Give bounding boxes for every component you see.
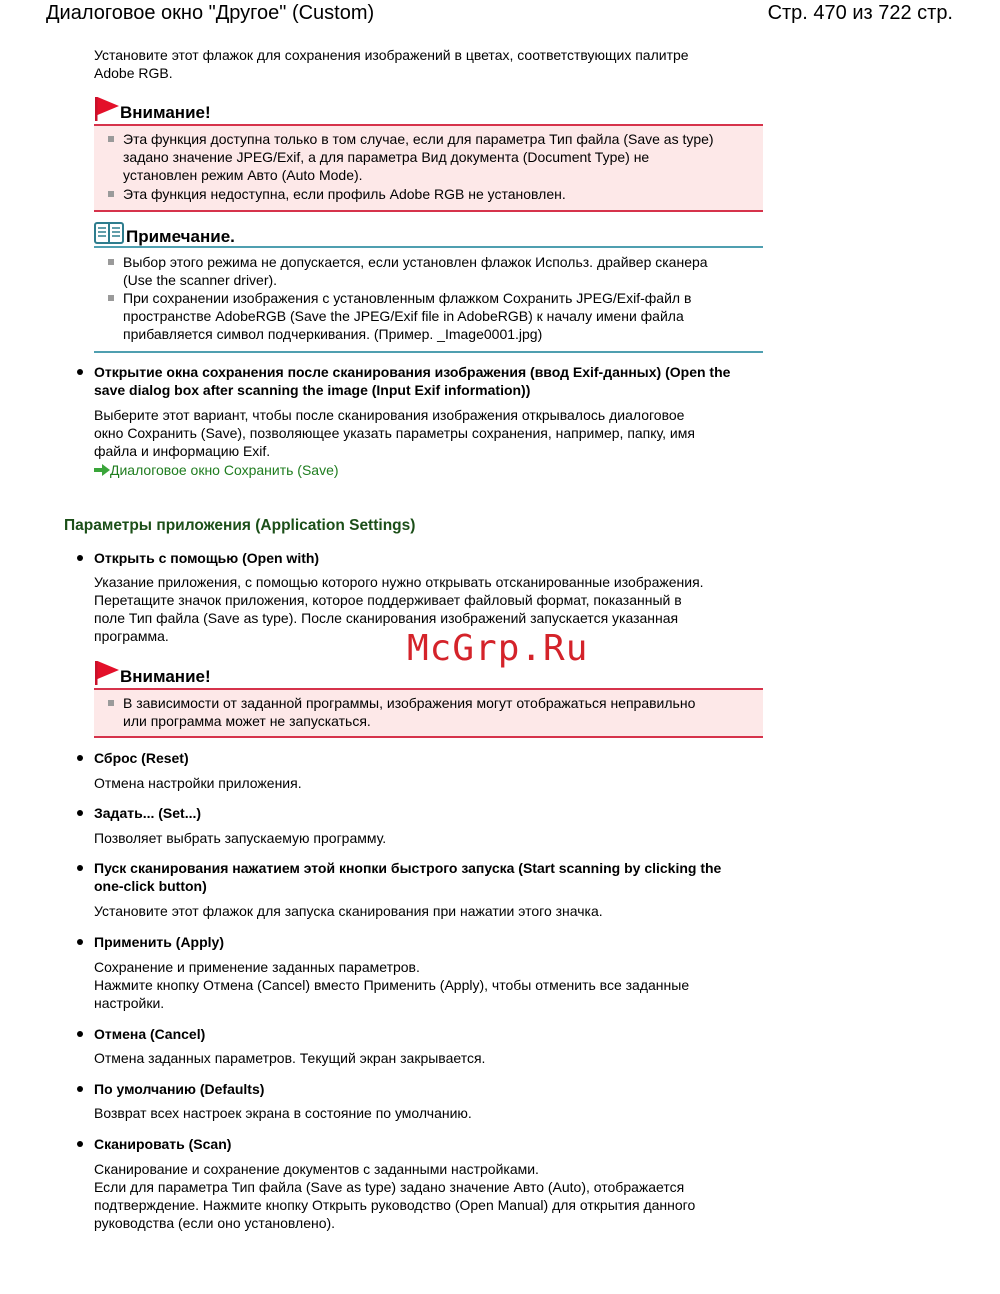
option-desc: Указание приложения, с помощью которого нужно открывать отсканированные изображения. (94, 574, 704, 590)
warning-item: задано значение JPEG/Exif, а для параметра Вид документа (Document Type) не (123, 149, 650, 165)
list-square-icon (108, 295, 114, 301)
warning-item: Эта функция доступна только в том случае, если для параметра Тип файла (Save as type) (123, 131, 714, 147)
option-desc: настройки. (94, 995, 165, 1011)
option-desc: руководства (если оно установлено). (94, 1215, 336, 1231)
bullet-icon (77, 369, 83, 375)
note-item: (Use the scanner driver). (123, 272, 278, 288)
option-desc: Если для параметра Тип файла (Save as type) задано значение Авто (Auto), отображается (94, 1179, 685, 1195)
warning-flag-icon (94, 660, 120, 686)
link-arrow-icon (94, 464, 110, 476)
page-header-title: Диалоговое окно "Другое" (Custom) (46, 2, 375, 24)
option-title: Сброс (Reset) (94, 750, 189, 766)
list-square-icon (108, 259, 114, 265)
note-item: пространстве AdobeRGB (Save the JPEG/Exif file in AdobeRGB) к началу имени файла (123, 308, 684, 324)
option-desc: Отмена заданных параметров. Текущий экран закрывается. (94, 1050, 486, 1066)
save-dialog-link[interactable]: Диалоговое окно Сохранить (Save) (110, 462, 339, 478)
bullet-icon (77, 1031, 83, 1037)
warning-flag-icon (94, 96, 120, 122)
note-title: Примечание. (126, 227, 235, 246)
option-title: save dialog box after scanning the image (Input Exif information)) (94, 382, 531, 398)
bullet-icon (77, 555, 83, 561)
intro-line-2: Adobe RGB. (94, 65, 173, 81)
list-square-icon (108, 191, 114, 197)
watermark: McGrp.Ru (407, 628, 589, 669)
section-title: Параметры приложения (Application Settings) (64, 517, 416, 534)
note-item: При сохранении изображения с установленным флажком Сохранить JPEG/Exif-файл в (123, 290, 692, 306)
bullet-icon (77, 1086, 83, 1092)
warning-item: В зависимости от заданной программы, изображения могут отображаться неправильно (123, 695, 696, 711)
warning-item: Эта функция недоступна, если профиль Adobe RGB не установлен. (123, 186, 566, 202)
option-desc: подтверждение. Нажмите кнопку Открыть руководство (Open Manual) для открытия данного (94, 1197, 696, 1213)
warning-title: Внимание! (120, 667, 211, 686)
option-title: Сканировать (Scan) (94, 1136, 232, 1152)
option-desc: Установите этот флажок для запуска сканирования при нажатии этого значка. (94, 903, 603, 919)
option-title: Открыть с помощью (Open with) (94, 550, 320, 566)
note-book-icon (94, 222, 124, 244)
bullet-icon (77, 865, 83, 871)
option-title: Открытие окна сохранения после сканирования изображения (ввод Exif-данных) (Open the (94, 364, 731, 380)
option-desc: Сканирование и сохранение документов с заданными настройками. (94, 1161, 539, 1177)
option-desc: поле Тип файла (Save as type). После сканирования изображений запускается указанная (94, 610, 679, 626)
option-desc: Сохранение и применение заданных параметров. (94, 959, 420, 975)
note-item: прибавляется символ подчеркивания. (Пример. _Image0001.jpg) (123, 326, 543, 342)
option-desc: Позволяет выбрать запускаемую программу. (94, 830, 387, 846)
option-desc: Возврат всех настроек экрана в состояние по умолчанию. (94, 1105, 472, 1121)
option-desc: файла и информацию Exif. (94, 443, 271, 459)
option-desc: Отмена настройки приложения. (94, 775, 302, 791)
bullet-icon (77, 810, 83, 816)
bullet-icon (77, 939, 83, 945)
option-desc: программа. (94, 628, 169, 644)
option-desc: Перетащите значок приложения, которое поддерживает файловый формат, показанный в (94, 592, 682, 608)
option-desc: Выберите этот вариант, чтобы после сканирования изображения открывалось диалоговое (94, 407, 685, 423)
option-title: По умолчанию (Defaults) (94, 1081, 265, 1097)
list-square-icon (108, 136, 114, 142)
option-desc: Нажмите кнопку Отмена (Cancel) вместо Применить (Apply), чтобы отменить все заданные (94, 977, 690, 993)
option-title: one-click button) (94, 878, 207, 894)
warning-title: Внимание! (120, 103, 211, 122)
option-title: Отмена (Cancel) (94, 1026, 206, 1042)
bullet-icon (77, 755, 83, 761)
note-item: Выбор этого режима не допускается, если установлен флажок Использ. драйвер сканера (123, 254, 708, 270)
option-title: Применить (Apply) (94, 934, 224, 950)
list-square-icon (108, 700, 114, 706)
warning-item: или программа может не запускаться. (123, 713, 371, 729)
warning-item: установлен режим Авто (Auto Mode). (123, 167, 363, 183)
option-desc: окно Сохранить (Save), позволяющее указать параметры сохранения, например, папку, имя (94, 425, 695, 441)
bullet-icon (77, 1141, 83, 1147)
intro-line-1: Установите этот флажок для сохранения изображений в цветах, соответствующих палитре (94, 47, 689, 63)
page-number: Стр. 470 из 722 стр. (767, 2, 953, 24)
option-title: Пуск сканирования нажатием этой кнопки быстрого запуска (Start scanning by clicking the (94, 860, 722, 876)
option-title: Задать... (Set...) (94, 805, 202, 821)
